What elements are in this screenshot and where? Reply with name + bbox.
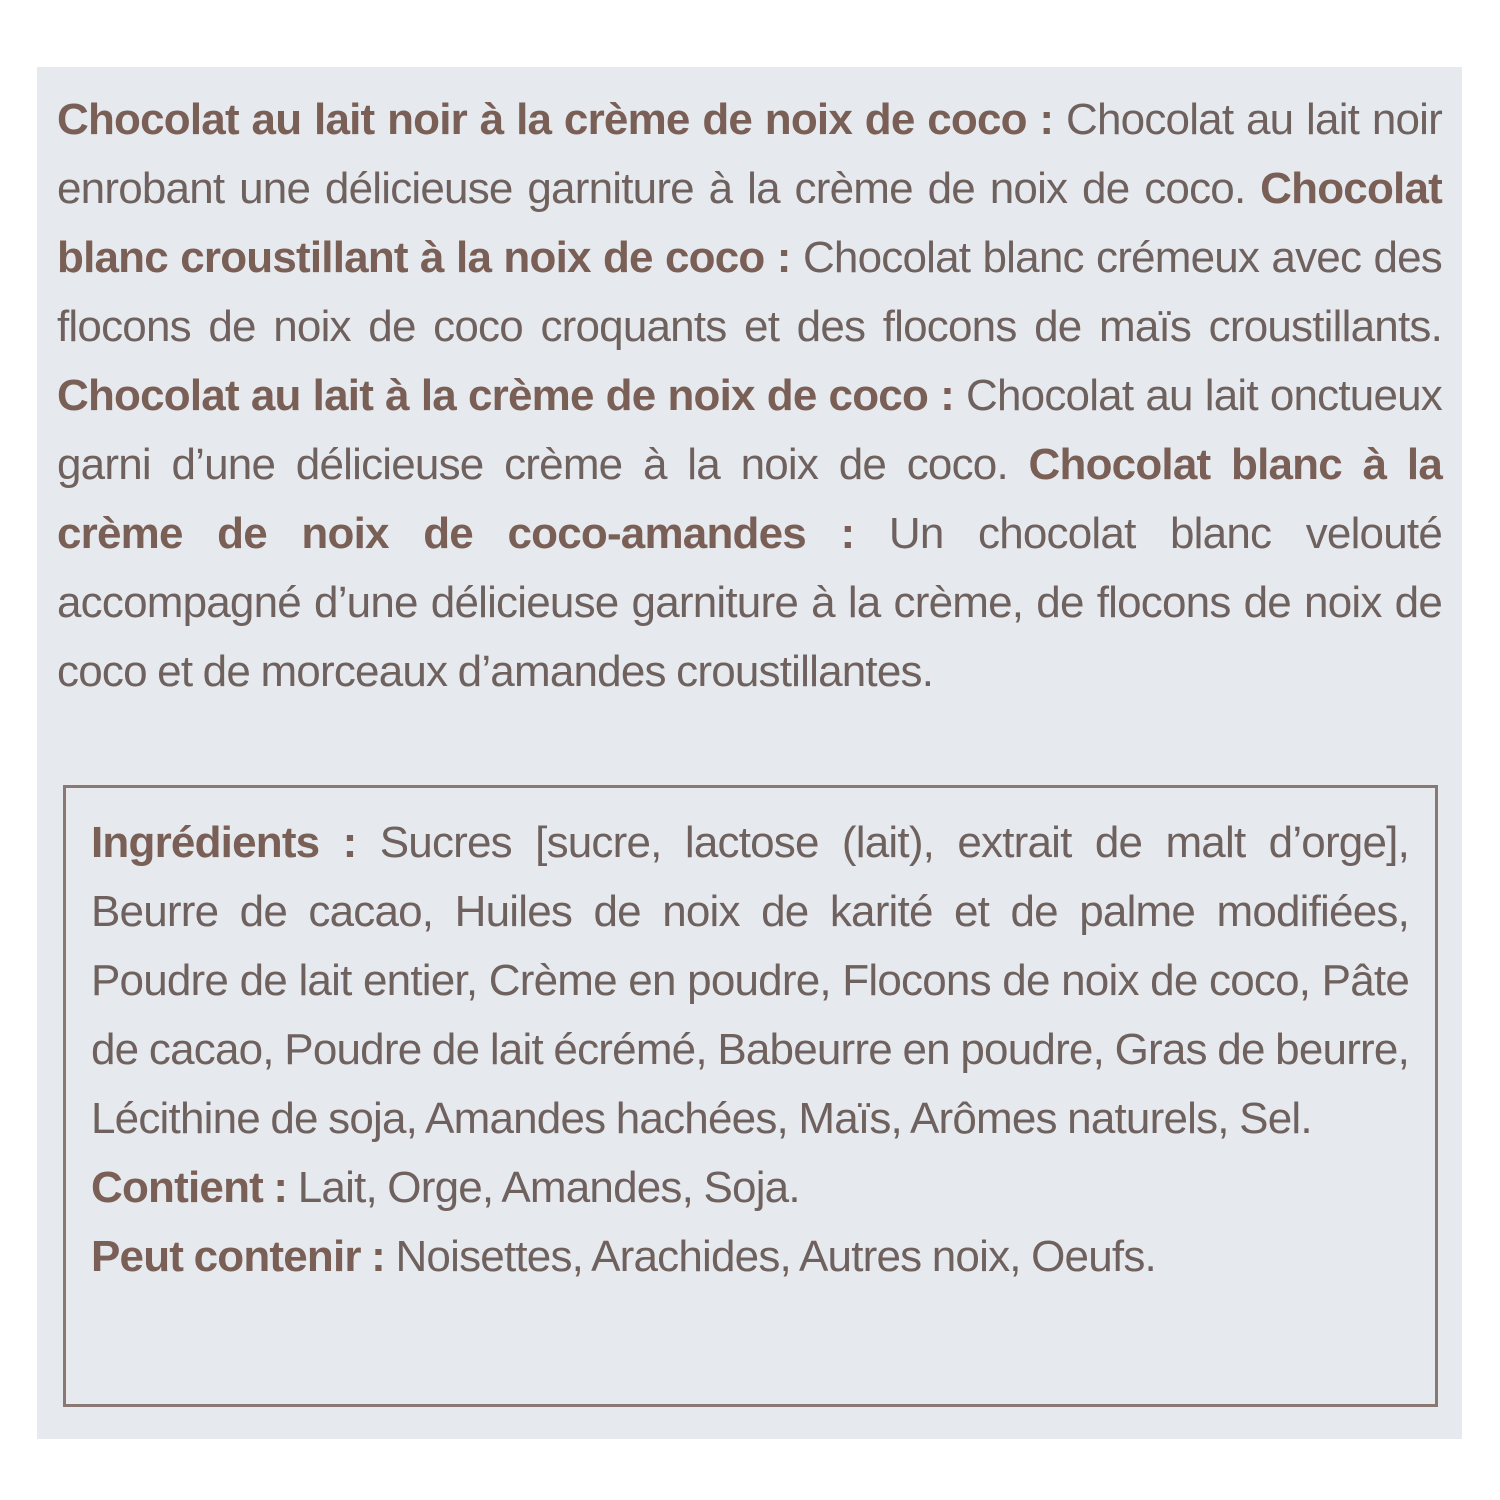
may-contain-label: Peut contenir :	[91, 1232, 386, 1281]
variant-text: Chocolat blanc crémeux avec des flocons de noix de coco croquants et des flocons de maïs croustillants.	[57, 233, 1442, 351]
label-panel	[37, 67, 1462, 1439]
ingredients-box	[63, 785, 1438, 1407]
variant-title: Chocolat blanc à la crème de noix de coco-amandes :	[57, 440, 1442, 558]
variant-title: Chocolat blanc croustillant à la noix de coco :	[57, 164, 1442, 282]
contains-text: Lait, Orge, Amandes, Soja.	[287, 1163, 800, 1212]
variant-text: Chocolat au lait onctueux garni d’une délicieuse crème à la noix de coco.	[57, 371, 1442, 489]
may-contain-text: Noisettes, Arachides, Autres noix, Oeufs.	[385, 1232, 1156, 1281]
ingredients-label: Ingrédients :	[91, 818, 357, 867]
variant-title: Chocolat au lait noir à la crème de noix de coco :	[57, 95, 1054, 144]
contains-label: Contient :	[91, 1163, 288, 1212]
may-contain-line	[91, 1222, 1409, 1291]
ingredients-list: Sucres [sucre, lactose (lait), extrait de malt d’orge], Beurre de cacao, Huiles de noix de karité et de palme modifiées, Poudre de lait entier, Crème en poudre, Flocons de noix de coco, Pâte de cacao, Poudre de lait écrémé, Babeurre en poudre, Gras de beurre, Lécithine de soja, Amandes hachées, Maïs, Arômes naturels, Sel.	[91, 818, 1410, 1143]
variant-text: Un chocolat blanc velouté accompagné d’une délicieuse garniture à la crème, de flocons de noix de coco et de morceaux d’amandes croustillantes.	[57, 509, 1442, 696]
variant-text: Chocolat au lait noir enrobant une délicieuse garniture à la crème de noix de coco.	[57, 95, 1442, 213]
contains-line	[91, 1153, 1409, 1222]
ingredients-section	[91, 808, 1409, 1291]
variant-title: Chocolat au lait à la crème de noix de coco :	[57, 371, 954, 420]
product-description	[57, 85, 1442, 706]
